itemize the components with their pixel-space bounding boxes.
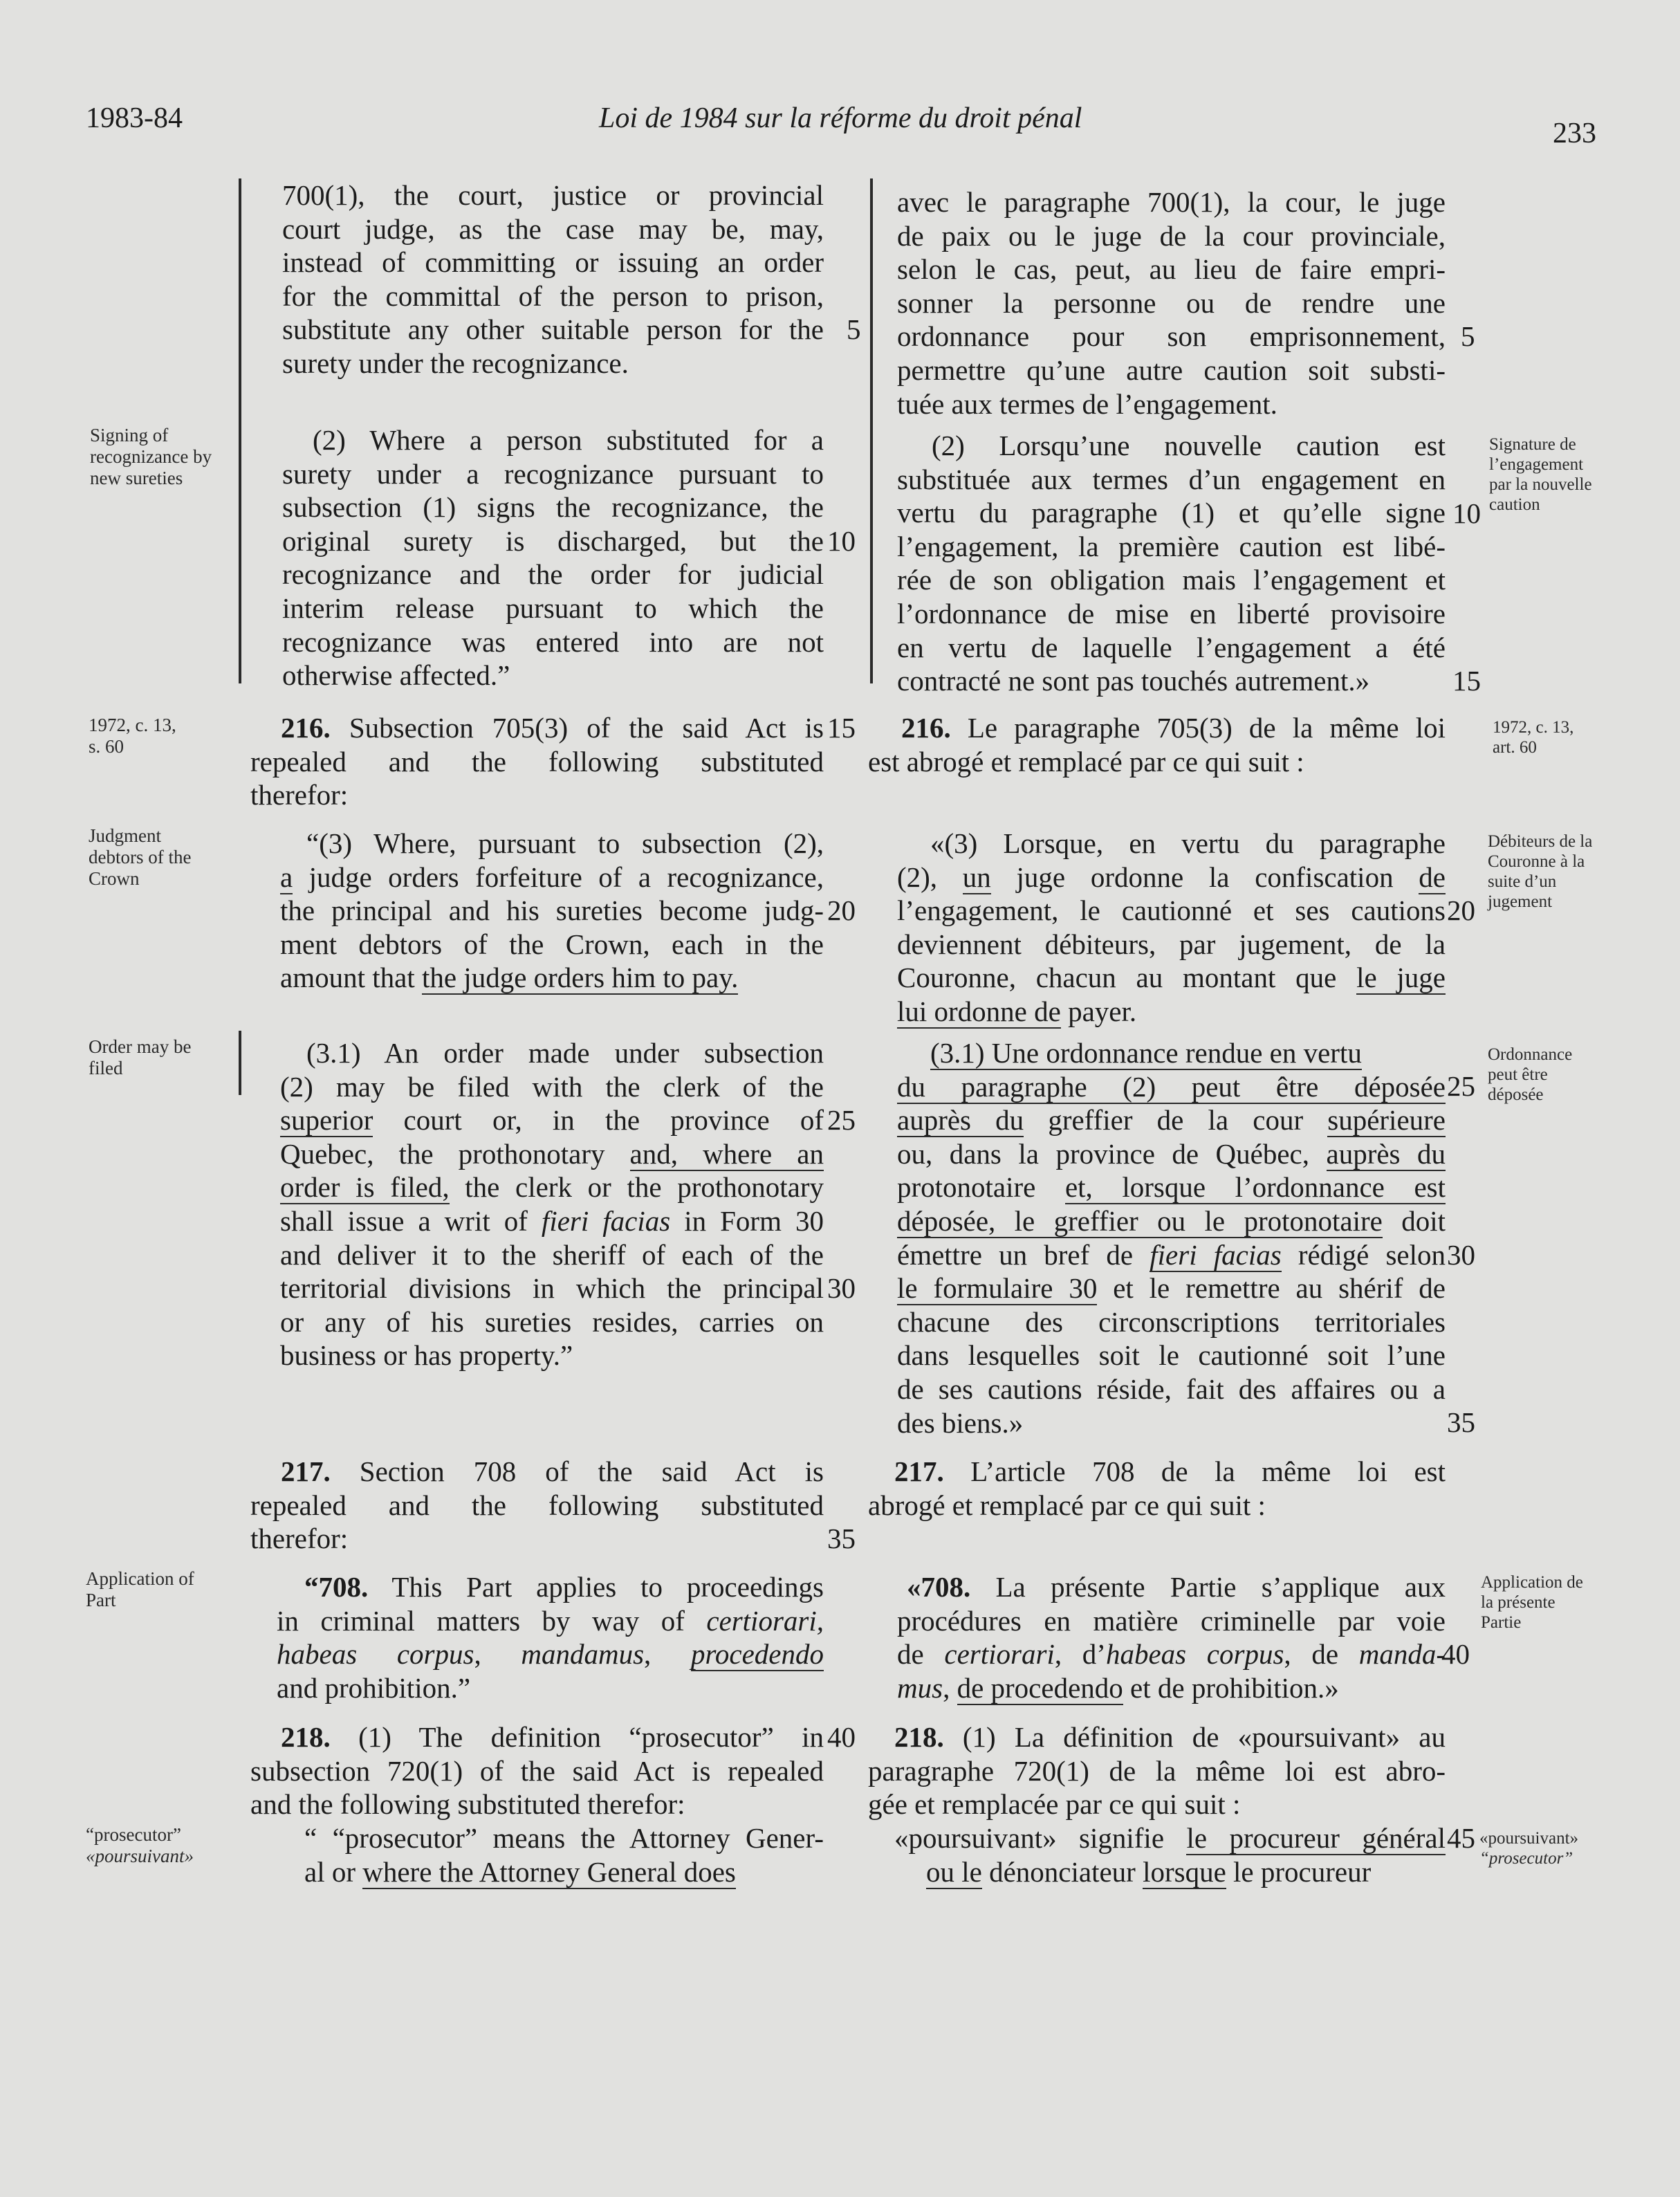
- text-line: amount that the judge orders him to pay.: [280, 962, 739, 994]
- margin-note-ordonnance: Ordonnance peut être déposée: [1488, 1045, 1573, 1104]
- text-line: surety under a recognizance pursuant to: [282, 457, 824, 490]
- line-number: 25: [827, 1104, 856, 1136]
- text-line: dans lesquelles soit le cautionné soit l’une: [897, 1339, 1446, 1372]
- text-line: (2) may be filed with the clerk of the: [280, 1070, 824, 1103]
- margin-note-source-216-fr: 1972, c. 13, art. 60: [1493, 718, 1574, 757]
- text-line: 218. (1) The definition “prosecutor” in: [281, 1721, 824, 1753]
- text-line: subsection 720(1) of the said Act is repealed: [250, 1754, 824, 1787]
- text-line: permettre qu’une autre caution soit substi-: [897, 353, 1446, 386]
- margin-note-application-fr: Application de la présente Partie: [1481, 1573, 1583, 1632]
- line-number: 5: [1461, 320, 1475, 352]
- section-number: 217.: [281, 1455, 331, 1487]
- margin-note-source-216: 1972, c. 13, s. 60: [89, 715, 176, 757]
- text-line: interim release pursuant to which the: [282, 591, 824, 624]
- text-line: lui ordonne de payer.: [897, 995, 1137, 1027]
- text-line: émettre un bref de fieri facias rédigé selon: [897, 1238, 1446, 1271]
- line-number: 5: [847, 313, 861, 345]
- section-number: 217.: [894, 1455, 944, 1487]
- text-line: auprès du greffier de la cour supérieure: [897, 1104, 1446, 1137]
- text-line: (2) Where a person substituted for a: [313, 424, 824, 456]
- section-number: 216.: [901, 712, 951, 744]
- text-line: des biens.»: [897, 1406, 1024, 1439]
- text-line: or any of his sureties resides, carries on: [280, 1305, 824, 1338]
- text-line: (3.1) Une ordonnance rendue en vertu: [930, 1037, 1362, 1069]
- margin-note-prosecutor: “prosecutor” «poursuivant»: [86, 1824, 194, 1866]
- text-line: (2), un juge ordonne la confiscation de: [897, 861, 1446, 893]
- en-subsection-3-1: [280, 1036, 824, 1372]
- margin-note-signature: Signature de l’engagement par la nouvelle caution: [1489, 435, 1592, 514]
- text-line: order is filed, the clerk or the prothonotary: [280, 1171, 824, 1204]
- text-line: mus, de procedendo et de prohibition.»: [897, 1671, 1339, 1704]
- en-section-217: [250, 1455, 824, 1556]
- margin-note-order: Order may be filed: [89, 1036, 192, 1078]
- header-title: Loi de 1984 sur la réforme du droit pénal: [599, 102, 1082, 134]
- en-section-708: [277, 1570, 824, 1704]
- text-line: al or where the Attorney General does: [304, 1855, 736, 1888]
- text-line: selon le cas, peut, au lieu de faire empri-: [897, 253, 1446, 286]
- line-number: 20: [1447, 894, 1475, 926]
- line-number: 30: [827, 1272, 856, 1304]
- text-line: and prohibition.”: [277, 1671, 471, 1704]
- page-number: 233: [1553, 118, 1596, 149]
- text-line: recognizance and the order for judicial: [282, 558, 824, 591]
- text-line: (3.1) An order made under subsection: [306, 1037, 824, 1069]
- text-line: the principal and his sureties become judg-: [280, 894, 824, 927]
- text-line: Quebec, the prothonotary and, where an: [280, 1137, 824, 1170]
- text-line: deviennent débiteurs, par jugement, de la: [897, 928, 1446, 960]
- text-line: substitute any other suitable person for the: [282, 313, 824, 346]
- text-line: habeas corpus, mandamus, procedendo: [277, 1638, 824, 1671]
- text-line: substituée aux termes d’un engagement en: [897, 463, 1446, 495]
- text-line: ment debtors of the Crown, each in the: [280, 928, 824, 960]
- text-line: l’engagement, le cautionné et ses cautions: [897, 894, 1446, 927]
- margin-note-application: Application of Part: [86, 1568, 194, 1610]
- text-line: gée et remplacée par ce qui suit :: [868, 1788, 1241, 1821]
- text-line: “708. This Part applies to proceedings: [304, 1571, 824, 1603]
- text-line: business or has property.”: [280, 1339, 573, 1372]
- line-number: 25: [1447, 1070, 1475, 1102]
- text-line: «708. La présente Partie s’applique aux: [907, 1571, 1446, 1603]
- section-number: «708.: [907, 1571, 971, 1603]
- text-line: surety under the recognizance.: [282, 347, 629, 379]
- text-line: (2) Lorsqu’une nouvelle caution est: [932, 430, 1446, 461]
- en-block-2: [282, 423, 824, 692]
- text-line: paragraphe 720(1) de la même loi est abro-: [868, 1754, 1446, 1787]
- text-line: «poursuivant» signifie le procureur général: [894, 1822, 1446, 1854]
- text-line: 216. Subsection 705(3) of the said Act is: [281, 712, 824, 744]
- fr-section-216: [868, 711, 1446, 778]
- en-section-216: [250, 711, 824, 812]
- fr-subsection-3: [897, 827, 1446, 1029]
- text-line: ou le dénonciateur lorsque le procureur: [926, 1855, 1372, 1888]
- en-section-218: [250, 1720, 824, 1821]
- text-line: déposée, le greffier ou le protonotaire doit: [897, 1204, 1446, 1237]
- line-number: 45: [1447, 1822, 1475, 1854]
- text-line: protonotaire et, lorsque l’ordonnance est: [897, 1171, 1446, 1204]
- fr-section-218: [868, 1720, 1446, 1821]
- section-number: “708.: [304, 1571, 369, 1603]
- fr-subsection-3-1: [897, 1036, 1446, 1440]
- text-line: vertu du paragraphe (1) et qu’elle signe: [897, 497, 1446, 529]
- text-line: contracté ne sont pas touchés autrement.»: [897, 665, 1370, 697]
- fr-definition-poursuivant: [868, 1821, 1446, 1888]
- text-line: Couronne, chacun au montant que le juge: [897, 962, 1446, 994]
- change-bar-order: [239, 1031, 241, 1095]
- en-block-1: [282, 178, 824, 380]
- text-line: repealed and the following substituted: [250, 745, 824, 778]
- text-line: court judge, as the case may be, may,: [282, 212, 824, 245]
- text-line: repealed and the following substituted: [250, 1489, 824, 1521]
- margin-note-poursuivant: «poursuivant» “prosecutor”: [1479, 1829, 1579, 1868]
- text-line: rée de son obligation mais l’engagement et: [897, 564, 1446, 596]
- text-line: «(3) Lorsque, en vertu du paragraphe: [930, 827, 1446, 859]
- text-line: 218. (1) La définition de «poursuivant» au: [894, 1721, 1446, 1753]
- text-line: 700(1), the court, justice or provincial: [282, 179, 824, 211]
- line-number: 40: [827, 1721, 856, 1753]
- text-line: avec le paragraphe 700(1), la cour, le juge: [897, 186, 1446, 218]
- line-number: 10: [1452, 497, 1481, 529]
- fr-block-1: [897, 185, 1446, 421]
- text-line: “ “prosecutor” means the Attorney Gener-: [304, 1822, 824, 1854]
- line-number: 35: [827, 1523, 856, 1554]
- text-line: 216. Le paragraphe 705(3) de la même loi: [901, 712, 1446, 744]
- text-line: original surety is discharged, but the: [282, 524, 824, 557]
- text-line: de ses cautions réside, fait des affaires ou a: [897, 1372, 1446, 1405]
- line-number: 20: [827, 894, 856, 926]
- section-number: 218.: [894, 1721, 944, 1753]
- margin-note-debiteurs: Débiteurs de la Couronne à la suite d’un jugement: [1488, 832, 1593, 911]
- section-number: 218.: [281, 1721, 331, 1753]
- text-line: du paragraphe (2) peut être déposée: [897, 1070, 1446, 1103]
- text-line: instead of committing or issuing an order: [282, 246, 824, 279]
- text-line: tuée aux termes de l’engagement.: [897, 387, 1277, 420]
- change-bar-left: [239, 178, 241, 683]
- text-line: subsection (1) signs the recognizance, the: [282, 491, 824, 524]
- text-line: 217. L’article 708 de la même loi est: [894, 1455, 1446, 1487]
- text-line: territorial divisions in which the principal: [280, 1272, 824, 1305]
- line-number: 15: [1452, 665, 1481, 697]
- margin-note-judgment: Judgment debtors of the Crown: [89, 825, 192, 889]
- text-line: est abrogé et remplacé par ce qui suit :: [868, 745, 1304, 778]
- fr-section-217: [868, 1455, 1446, 1522]
- line-number: 10: [827, 525, 856, 557]
- fr-section-708: [897, 1570, 1446, 1704]
- text-line: sonner la personne ou de rendre une: [897, 286, 1446, 319]
- text-line: therefor:: [250, 779, 349, 811]
- header-years: 1983-84: [86, 102, 183, 134]
- text-line: chacune des circonscriptions territoriales: [897, 1305, 1446, 1338]
- text-line: abrogé et remplacé par ce qui suit :: [868, 1489, 1266, 1521]
- text-line: l’ordonnance de mise en liberté provisoire: [897, 597, 1446, 629]
- line-number: 35: [1447, 1406, 1475, 1438]
- line-number: 30: [1447, 1239, 1475, 1271]
- en-definition-prosecutor: [277, 1821, 824, 1888]
- line-number: 15: [827, 712, 856, 744]
- text-line: ordonnance pour son emprisonnement,: [897, 320, 1446, 353]
- text-line: and deliver it to the sheriff of each of the: [280, 1238, 824, 1271]
- text-line: ou, dans la province de Québec, auprès du: [897, 1137, 1446, 1170]
- text-line: for the committal of the person to prison,: [282, 279, 824, 312]
- text-line: l’engagement, la première caution est libé-: [897, 530, 1446, 562]
- change-bar-center: [870, 178, 873, 683]
- margin-note-signing: Signing of recognizance by new sureties: [90, 425, 212, 488]
- text-line: shall issue a writ of fieri facias in Form 30: [280, 1204, 824, 1237]
- text-line: 217. Section 708 of the said Act is: [281, 1455, 824, 1487]
- text-line: le formulaire 30 et le remettre au shérif de: [897, 1272, 1446, 1305]
- text-line: superior court or, in the province of: [280, 1104, 824, 1137]
- section-number: 216.: [281, 712, 331, 744]
- line-number: 40: [1441, 1638, 1470, 1670]
- en-subsection-3: [280, 827, 824, 995]
- text-line: de paix ou le juge de la cour provinciale,: [897, 219, 1446, 252]
- text-line: procédures en matière criminelle par voie: [897, 1604, 1446, 1637]
- text-line: “(3) Where, pursuant to subsection (2),: [306, 827, 824, 859]
- text-line: de certiorari, d’habeas corpus, de manda-: [897, 1638, 1446, 1671]
- text-line: a judge orders forfeiture of a recognizance,: [280, 861, 824, 893]
- text-line: recognizance was entered into are not: [282, 625, 824, 658]
- fr-block-2: [897, 429, 1446, 698]
- text-line: en vertu de laquelle l’engagement a été: [897, 631, 1446, 663]
- text-line: otherwise affected.”: [282, 659, 510, 692]
- text-line: in criminal matters by way of certiorari,: [277, 1604, 824, 1637]
- text-line: and the following substituted therefor:: [250, 1788, 685, 1821]
- text-line: therefor:: [250, 1523, 349, 1555]
